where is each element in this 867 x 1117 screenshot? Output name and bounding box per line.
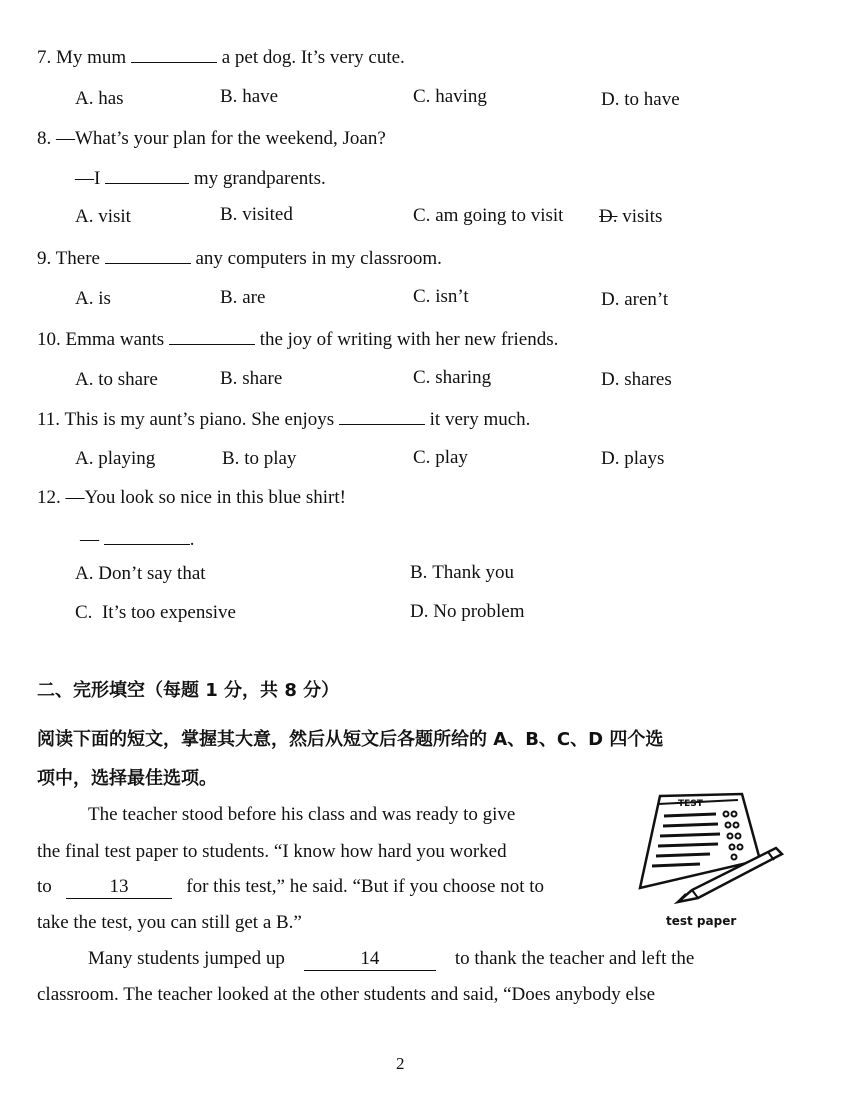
question-8	[37, 128, 386, 150]
question-7	[37, 46, 405, 69]
question-text: My mum	[56, 47, 127, 68]
answer-blank	[105, 247, 191, 264]
sheet-header-text: TEST	[678, 799, 703, 809]
image-caption: test paper	[666, 914, 737, 928]
passage-line: take the test, you can still get a B.”	[37, 912, 302, 933]
option-d-struck: D. visits	[599, 206, 663, 227]
question-number: 12.	[37, 487, 61, 508]
question-number: 10.	[37, 329, 61, 350]
option-d: D. plays	[601, 448, 665, 469]
answer-blank	[131, 46, 217, 63]
option-a: A. Don’t say that	[75, 563, 206, 584]
question-10: 10. Emma wants the joy of writing with her new friends.	[37, 329, 559, 350]
option-d: D. No problem	[410, 601, 525, 622]
option-b: B. are	[220, 287, 266, 308]
question-11: 11. This is my aunt’s piano. She enjoys it very much.	[37, 409, 531, 430]
option-b: B. Thank you	[410, 562, 514, 583]
passage-line: Many students jumped up 14 to thank the teacher and left the	[88, 948, 695, 969]
question-9: 9. There any computers in my classroom.	[37, 248, 442, 269]
option-c: C. am going to visit	[413, 205, 564, 226]
question-12-response: — .	[80, 529, 195, 550]
option-a: A. visit	[75, 206, 131, 227]
option-b: B. have	[220, 86, 279, 107]
option-b: B. share	[220, 368, 283, 389]
question-number: 7.	[37, 47, 52, 68]
option-d: D. aren’t	[601, 289, 669, 310]
option-d: D. to have	[601, 89, 680, 110]
option-c: C. isn’t	[413, 286, 469, 307]
question-text: a pet dog. It’s very cute.	[221, 47, 405, 68]
test-paper-illustration	[630, 790, 790, 910]
question-text: —What’s your plan for the weekend, Joan?	[56, 128, 386, 149]
passage-line: The teacher stood before his class and was ready to give	[88, 804, 516, 825]
option-b: B. to play	[222, 448, 297, 469]
question-number: 9.	[37, 248, 52, 269]
option-d: D. shares	[601, 369, 672, 390]
passage-line: classroom. The teacher looked at the other students and said, “Does anybody else	[37, 984, 656, 1005]
question-12: 12. —You look so nice in this blue shirt!	[37, 487, 346, 508]
answer-blank	[339, 408, 425, 425]
passage-line: the final test paper to students. “I know how hard you worked	[37, 841, 507, 862]
option-c: C. having	[413, 86, 487, 107]
section-title: 二、完形填空（每题 1 分，共 8 分）	[37, 680, 340, 701]
option-c: C. play	[413, 447, 468, 468]
question-number: 8.	[37, 128, 52, 149]
option-a: A. is	[75, 288, 111, 309]
page-number: 2	[396, 1054, 405, 1073]
blank-13: 13	[66, 876, 172, 899]
test-paper-icon	[630, 790, 790, 910]
section-instruction: 阅读下面的短文，掌握其大意，然后从短文后各题所给的 A、B、C、D 四个选	[37, 729, 664, 750]
option-b: B. visited	[220, 204, 293, 225]
blank-14: 14	[304, 948, 436, 971]
answer-blank	[169, 328, 255, 345]
question-number: 11.	[37, 409, 61, 430]
question-8-response: —I my grandparents.	[75, 168, 326, 189]
section-instruction-cont: 项中，选择最佳选项。	[37, 768, 217, 789]
option-a: A. has	[75, 88, 124, 109]
answer-blank	[105, 167, 189, 184]
option-a: A. playing	[75, 448, 156, 469]
passage-line: to 13 for this test,” he said. “But if you choose not to	[37, 876, 545, 897]
option-a: A. to share	[75, 369, 158, 390]
answer-blank	[104, 528, 190, 545]
option-c: C. sharing	[413, 367, 492, 388]
option-c: C. It’s too expensive	[75, 602, 236, 623]
